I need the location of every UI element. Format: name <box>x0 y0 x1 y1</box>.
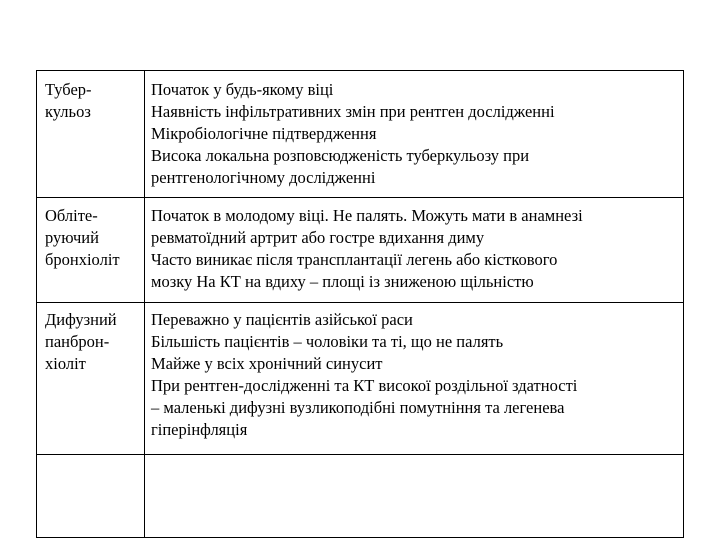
row-1-term <box>45 79 141 123</box>
row-3-desc-line: Більшість пацієнтів – чоловіки та ті, що не палять <box>151 332 504 351</box>
row-3-term-line: Дифузний <box>45 310 117 329</box>
row-3-term <box>45 309 141 375</box>
row-3-desc-line: При рентген-дослідженні та КТ високої роздільної здатності <box>151 376 578 395</box>
row-2-desc-line: ревматоїдний артрит або гостре вдихання диму <box>151 228 485 247</box>
row-1-term-line: кульоз <box>45 102 91 121</box>
row-1-desc-line: рентгенологічному дослідженні <box>151 168 376 187</box>
row-2-term <box>45 205 141 271</box>
row-1-description <box>151 79 683 189</box>
row-divider <box>37 197 683 198</box>
row-3-term-line: панброн- <box>45 332 110 351</box>
row-2-description <box>151 205 683 293</box>
row-1-term-line: Тубер- <box>45 80 92 99</box>
row-2-desc-line: Часто виникає після трансплантації легень або кісткового <box>151 250 558 269</box>
row-2-term-line: Облітe- <box>45 206 98 225</box>
row-2-term-line: руючий <box>45 228 99 247</box>
row-1-desc-line: Початок у будь-якому віці <box>151 80 334 99</box>
empty-row <box>37 455 683 537</box>
row-3-description <box>151 309 683 441</box>
row-1-desc-line: Наявність інфільтративних змін при рентген дослідженні <box>151 102 555 121</box>
row-3-desc-line: Переважно у пацієнтів азійської раси <box>151 310 413 329</box>
row-divider <box>37 302 683 303</box>
row-3-term-line: хіоліт <box>45 354 86 373</box>
comparison-table <box>36 70 684 538</box>
row-3-desc-line: гіперінфляція <box>151 420 248 439</box>
row-2-term-line: бронхіоліт <box>45 250 120 269</box>
row-3-desc-line: – маленькі дифузні вузликоподібні помутніння та легенева <box>151 398 565 417</box>
row-1-desc-line: Висока локальна розповсюдженість туберкульозу при <box>151 146 530 165</box>
row-2-desc-line: Початок в молодому віці. Не палять. Можуть мати в анамнезі <box>151 206 583 225</box>
row-2-desc-line: мозку На КТ на вдиху – площі із зниженою щільністю <box>151 272 534 291</box>
row-1-desc-line: Мікробіологічне підтвердження <box>151 124 377 143</box>
row-3-desc-line: Майже у всіх хронічний синусит <box>151 354 383 373</box>
